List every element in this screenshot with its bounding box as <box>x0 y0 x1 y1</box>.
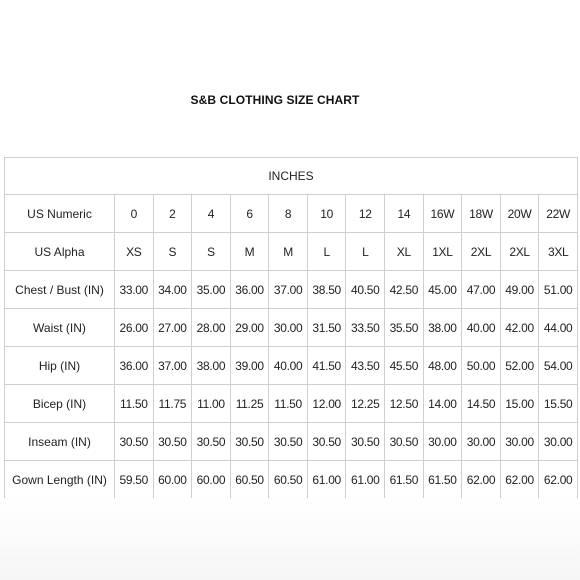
units-header-row <box>5 158 578 195</box>
table-cell: 30.50 <box>153 423 192 461</box>
background-fade <box>0 498 580 580</box>
table-cell: 30.00 <box>539 423 578 461</box>
table-cell: 33.00 <box>115 271 154 309</box>
table-cell: 30.50 <box>192 423 231 461</box>
table-cell: 62.00 <box>462 461 501 499</box>
table-cell: 11.50 <box>115 385 154 423</box>
table-cell: 54.00 <box>539 347 578 385</box>
table-cell: S <box>153 233 192 271</box>
table-cell: 14.00 <box>423 385 462 423</box>
table-cell: 20W <box>500 195 539 233</box>
table-cell: 30.50 <box>307 423 346 461</box>
table-cell: 35.00 <box>192 271 231 309</box>
table-cell: L <box>346 233 385 271</box>
table-cell: 10 <box>307 195 346 233</box>
table-cell: 11.50 <box>269 385 308 423</box>
table-cell: S <box>192 233 231 271</box>
table-cell: 3XL <box>539 233 578 271</box>
table-cell: 11.75 <box>153 385 192 423</box>
table-cell: 30.50 <box>385 423 424 461</box>
table-cell: M <box>230 233 269 271</box>
table-cell: 40.00 <box>462 309 501 347</box>
table-row <box>5 233 578 271</box>
table-cell: 43.50 <box>346 347 385 385</box>
row-label: US Numeric <box>5 195 115 233</box>
table-cell: 61.00 <box>346 461 385 499</box>
table-cell: 2XL <box>500 233 539 271</box>
units-label: INCHES <box>5 158 578 195</box>
table-cell: 40.00 <box>269 347 308 385</box>
table-cell: 14 <box>385 195 424 233</box>
table-row <box>5 461 578 499</box>
table-cell: 36.00 <box>230 271 269 309</box>
table-cell: 40.50 <box>346 271 385 309</box>
table-cell: 49.00 <box>500 271 539 309</box>
table-cell: 30.50 <box>115 423 154 461</box>
table-cell: 16W <box>423 195 462 233</box>
table-cell: 38.00 <box>423 309 462 347</box>
row-label: Chest / Bust (IN) <box>5 271 115 309</box>
table-cell: 60.50 <box>230 461 269 499</box>
table-cell: 60.00 <box>192 461 231 499</box>
table-cell: 14.50 <box>462 385 501 423</box>
table-cell: 50.00 <box>462 347 501 385</box>
table-cell: 15.50 <box>539 385 578 423</box>
table-cell: 31.50 <box>307 309 346 347</box>
row-label: Bicep (IN) <box>5 385 115 423</box>
table-row <box>5 309 578 347</box>
table-cell: 0 <box>115 195 154 233</box>
table-cell: 12.00 <box>307 385 346 423</box>
table-cell: XL <box>385 233 424 271</box>
table-cell: 26.00 <box>115 309 154 347</box>
table-cell: 30.00 <box>500 423 539 461</box>
table-cell: 42.50 <box>385 271 424 309</box>
size-chart-table <box>4 157 578 499</box>
table-cell: 62.00 <box>539 461 578 499</box>
table-cell: 30.50 <box>346 423 385 461</box>
table-row <box>5 423 578 461</box>
table-cell: 44.00 <box>539 309 578 347</box>
table-cell: 4 <box>192 195 231 233</box>
table-cell: 41.50 <box>307 347 346 385</box>
table-cell: 60.50 <box>269 461 308 499</box>
table-cell: 36.00 <box>115 347 154 385</box>
table-cell: 12 <box>346 195 385 233</box>
table-cell: 62.00 <box>500 461 539 499</box>
table-cell: 37.00 <box>153 347 192 385</box>
table-cell: 42.00 <box>500 309 539 347</box>
table-cell: 30.00 <box>462 423 501 461</box>
table-cell: M <box>269 233 308 271</box>
table-cell: 6 <box>230 195 269 233</box>
table-cell: 22W <box>539 195 578 233</box>
table-cell: 15.00 <box>500 385 539 423</box>
table-cell: 27.00 <box>153 309 192 347</box>
table-cell: 34.00 <box>153 271 192 309</box>
table-cell: 47.00 <box>462 271 501 309</box>
table-cell: 30.00 <box>423 423 462 461</box>
table-cell: 51.00 <box>539 271 578 309</box>
table-row <box>5 385 578 423</box>
table-row <box>5 271 578 309</box>
table-cell: L <box>307 233 346 271</box>
table-cell: 39.00 <box>230 347 269 385</box>
row-label: Hip (IN) <box>5 347 115 385</box>
table-row <box>5 195 578 233</box>
table-cell: 61.50 <box>423 461 462 499</box>
row-label: Waist (IN) <box>5 309 115 347</box>
table-cell: 28.00 <box>192 309 231 347</box>
table-cell: 38.00 <box>192 347 231 385</box>
table-cell: 2 <box>153 195 192 233</box>
table-cell: 11.25 <box>230 385 269 423</box>
table-cell: 52.00 <box>500 347 539 385</box>
size-chart-body <box>5 195 578 499</box>
table-cell: 45.50 <box>385 347 424 385</box>
table-cell: 61.00 <box>307 461 346 499</box>
table-cell: 1XL <box>423 233 462 271</box>
table-cell: 11.00 <box>192 385 231 423</box>
table-row <box>5 347 578 385</box>
table-cell: 33.50 <box>346 309 385 347</box>
table-cell: XS <box>115 233 154 271</box>
table-cell: 2XL <box>462 233 501 271</box>
table-cell: 30.50 <box>269 423 308 461</box>
table-cell: 30.00 <box>269 309 308 347</box>
table-cell: 45.00 <box>423 271 462 309</box>
table-cell: 60.00 <box>153 461 192 499</box>
row-label: Inseam (IN) <box>5 423 115 461</box>
table-cell: 30.50 <box>230 423 269 461</box>
table-cell: 61.50 <box>385 461 424 499</box>
table-cell: 59.50 <box>115 461 154 499</box>
table-cell: 35.50 <box>385 309 424 347</box>
table-cell: 8 <box>269 195 308 233</box>
table-cell: 29.00 <box>230 309 269 347</box>
page-title: S&B CLOTHING SIZE CHART <box>190 93 360 107</box>
row-label: Gown Length (IN) <box>5 461 115 499</box>
table-cell: 18W <box>462 195 501 233</box>
table-cell: 38.50 <box>307 271 346 309</box>
table-cell: 48.00 <box>423 347 462 385</box>
row-label: US Alpha <box>5 233 115 271</box>
table-cell: 12.25 <box>346 385 385 423</box>
table-cell: 12.50 <box>385 385 424 423</box>
table-cell: 37.00 <box>269 271 308 309</box>
